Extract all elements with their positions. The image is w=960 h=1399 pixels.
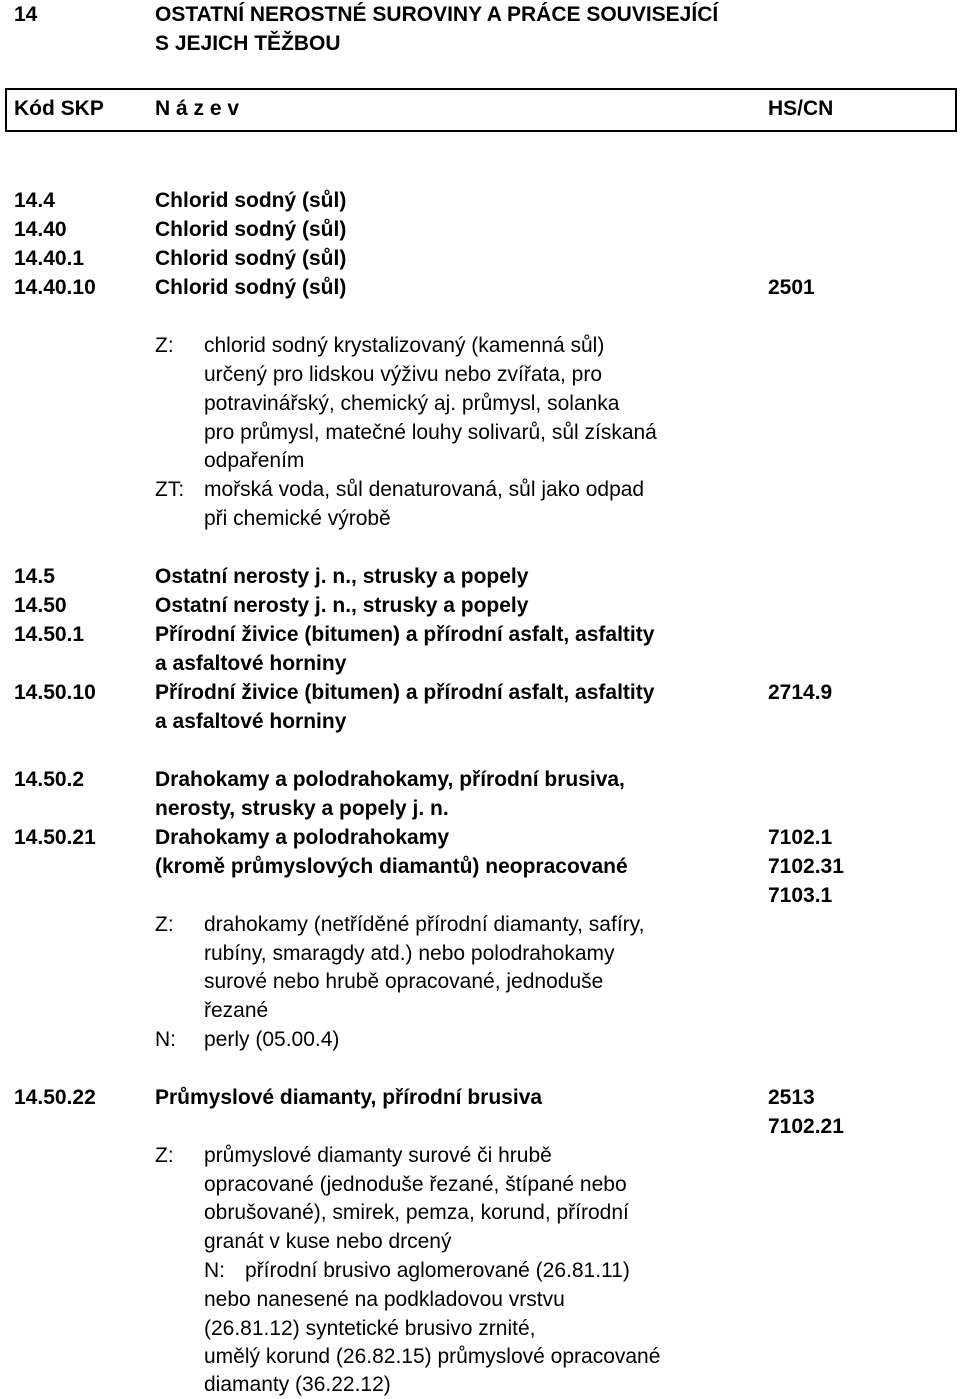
entry-code: 14.40: [14, 218, 67, 241]
column-header-hscn: HS/CN: [768, 97, 834, 120]
entry-code: 14.50.21: [14, 826, 96, 849]
note-line: drahokamy (netříděné přírodní diamanty, safíry,: [204, 913, 645, 936]
entry-code: 14.4: [14, 189, 55, 212]
column-header-code: Kód SKP: [14, 97, 104, 120]
chapter-number: 14: [14, 3, 38, 26]
note-line: průmyslové diamanty surové či hrubě: [204, 1144, 552, 1167]
note-z-label: Z:: [155, 1144, 174, 1167]
entry-hs-code: 2513: [768, 1086, 815, 1109]
column-header-name: N á z e v: [155, 97, 240, 120]
entry-hs-code: 7102.31: [768, 855, 844, 878]
entry-name: Přírodní živice (bitumen) a přírodní asfalt, asfaltity: [155, 681, 655, 704]
note-z-label: Z:: [155, 913, 174, 936]
entry-name: Ostatní nerosty j. n., strusky a popely: [155, 565, 529, 588]
note-line: surové nebo hrubě opracované, jednoduše: [204, 970, 604, 993]
entry-hs-code: 2714.9: [768, 681, 833, 704]
chapter-title: OSTATNÍ NEROSTNÉ SUROVINY A PRÁCE SOUVISEJÍCÍ: [155, 3, 719, 26]
note-line: rubíny, smaragdy atd.) nebo polodrahokamy: [204, 942, 615, 965]
note-z-label: Z:: [155, 334, 174, 357]
note-zt-label: ZT:: [155, 478, 185, 501]
entry-code: 14.50.2: [14, 768, 85, 791]
entry-name: Průmyslové diamanty, přírodní brusiva: [155, 1086, 543, 1109]
entry-code: 14.5: [14, 565, 55, 588]
entry-hs-code: 7102.21: [768, 1115, 844, 1138]
note-line: mořská voda, sůl denaturovaná, sůl jako odpad: [204, 478, 645, 501]
note-line: chlorid sodný krystalizovaný (kamenná sůl): [204, 334, 605, 357]
entry-name: Chlorid sodný (sůl): [155, 189, 347, 212]
entry-name: Drahokamy a polodrahokamy: [155, 826, 450, 849]
entry-code: 14.50.22: [14, 1086, 96, 1109]
entry-name-continued: a asfaltové horniny: [155, 652, 347, 675]
chapter-title-continued: S JEJICH TĚŽBOU: [155, 32, 341, 55]
entry-hs-code: 2501: [768, 276, 815, 299]
note-line: diamanty (36.22.12): [204, 1373, 391, 1396]
entry-code: 14.50: [14, 594, 67, 617]
note-n-label: N:: [204, 1259, 225, 1282]
entry-hs-code: 7103.1: [768, 884, 833, 907]
entry-name-continued: (kromě průmyslových diamantů) neopracované: [155, 855, 628, 878]
note-line: umělý korund (26.82.15) průmyslové opracované: [204, 1345, 661, 1368]
entry-code: 14.50.10: [14, 681, 96, 704]
note-line: řezané: [204, 999, 269, 1022]
note-line: přírodní brusivo aglomerované (26.81.11): [245, 1259, 630, 1282]
entry-code: 14.50.1: [14, 623, 85, 646]
entry-name-continued: nerosty, strusky a popely j. n.: [155, 797, 449, 820]
note-line: potravinářský, chemický aj. průmysl, solanka: [204, 392, 620, 415]
note-n-label: N:: [155, 1028, 176, 1051]
note-line: (26.81.12) syntetické brusivo zrnité,: [204, 1317, 536, 1340]
note-line: granát v kuse nebo drcený: [204, 1230, 452, 1253]
note-line: nebo nanesené na podkladovou vrstvu: [204, 1288, 565, 1311]
entry-hs-code: 7102.1: [768, 826, 833, 849]
note-line: odpařením: [204, 449, 305, 472]
note-line: perly (05.00.4): [204, 1028, 340, 1051]
entry-name: Drahokamy a polodrahokamy, přírodní brusiva,: [155, 768, 625, 791]
entry-name-continued: a asfaltové horniny: [155, 710, 347, 733]
entry-name: Chlorid sodný (sůl): [155, 218, 347, 241]
entry-name: Chlorid sodný (sůl): [155, 276, 347, 299]
note-line: pro průmysl, matečné louhy solivarů, sůl získaná: [204, 421, 657, 444]
note-line: opracované (jednoduše řezané, štípané nebo: [204, 1173, 627, 1196]
entry-name: Chlorid sodný (sůl): [155, 247, 347, 270]
entry-name: Přírodní živice (bitumen) a přírodní asfalt, asfaltity: [155, 623, 655, 646]
note-line: určený pro lidskou výživu nebo zvířata, pro: [204, 363, 603, 386]
entry-code: 14.40.10: [14, 276, 96, 299]
entry-code: 14.40.1: [14, 247, 85, 270]
note-line: při chemické výrobě: [204, 507, 391, 530]
entry-name: Ostatní nerosty j. n., strusky a popely: [155, 594, 529, 617]
note-line: obrušované), smirek, pemza, korund, přírodní: [204, 1201, 629, 1224]
